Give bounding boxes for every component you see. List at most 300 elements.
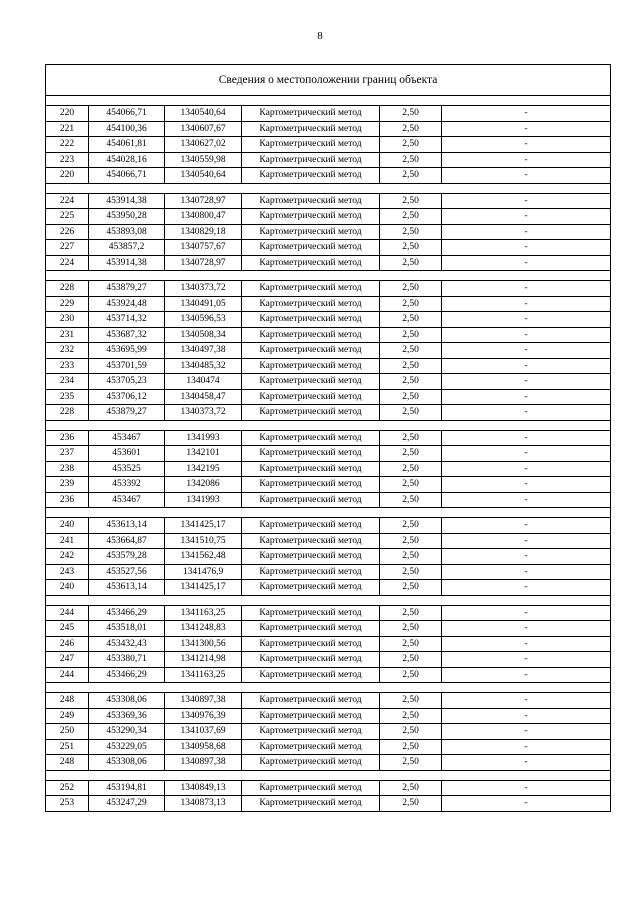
- x-coordinate-cell: 453308,06: [89, 755, 165, 771]
- group-separator-row: [46, 420, 611, 430]
- point-number-cell: 224: [46, 255, 89, 271]
- table-row: [46, 796, 611, 812]
- method-cell: Картометрический метод: [242, 724, 380, 740]
- x-coordinate-cell: 453579,28: [89, 549, 165, 565]
- table-row: [46, 518, 611, 534]
- y-coordinate-cell: 1342086: [165, 477, 242, 493]
- x-coordinate-cell: 453432,43: [89, 636, 165, 652]
- table-row: [46, 492, 611, 508]
- description-cell: -: [442, 533, 611, 549]
- table-row: [46, 168, 611, 184]
- point-number-cell: 227: [46, 240, 89, 256]
- point-number-cell: 250: [46, 724, 89, 740]
- point-number-cell: 244: [46, 667, 89, 683]
- y-coordinate-cell: 1341300,56: [165, 636, 242, 652]
- x-coordinate-cell: 453695,99: [89, 343, 165, 359]
- y-coordinate-cell: 1340728,97: [165, 255, 242, 271]
- point-number-cell: 248: [46, 693, 89, 709]
- description-cell: -: [442, 724, 611, 740]
- method-cell: Картометрический метод: [242, 739, 380, 755]
- accuracy-cell: 2,50: [380, 255, 442, 271]
- accuracy-cell: 2,50: [380, 240, 442, 256]
- y-coordinate-cell: 1341425,17: [165, 580, 242, 596]
- accuracy-cell: 2,50: [380, 106, 442, 122]
- y-coordinate-cell: 1340458,47: [165, 389, 242, 405]
- table-row: [46, 549, 611, 565]
- x-coordinate-cell: 453914,38: [89, 255, 165, 271]
- y-coordinate-cell: 1340497,38: [165, 343, 242, 359]
- table-row: [46, 121, 611, 137]
- accuracy-cell: 2,50: [380, 755, 442, 771]
- group-separator-row: [46, 96, 611, 106]
- description-cell: -: [442, 446, 611, 462]
- description-cell: -: [442, 708, 611, 724]
- table-row: [46, 605, 611, 621]
- description-cell: -: [442, 296, 611, 312]
- accuracy-cell: 2,50: [380, 312, 442, 328]
- point-number-cell: 247: [46, 652, 89, 668]
- method-cell: Картометрический метод: [242, 518, 380, 534]
- description-cell: -: [442, 168, 611, 184]
- accuracy-cell: 2,50: [380, 724, 442, 740]
- accuracy-cell: 2,50: [380, 327, 442, 343]
- x-coordinate-cell: 453664,87: [89, 533, 165, 549]
- x-coordinate-cell: 454066,71: [89, 168, 165, 184]
- y-coordinate-cell: 1341425,17: [165, 518, 242, 534]
- description-cell: -: [442, 240, 611, 256]
- method-cell: Картометрический метод: [242, 636, 380, 652]
- table-row: [46, 296, 611, 312]
- method-cell: Картометрический метод: [242, 209, 380, 225]
- accuracy-cell: 2,50: [380, 193, 442, 209]
- accuracy-cell: 2,50: [380, 780, 442, 796]
- point-number-cell: 236: [46, 492, 89, 508]
- accuracy-cell: 2,50: [380, 343, 442, 359]
- boundary-coordinates-table: [45, 64, 611, 812]
- y-coordinate-cell: 1340540,64: [165, 168, 242, 184]
- method-cell: Картометрический метод: [242, 652, 380, 668]
- point-number-cell: 232: [46, 343, 89, 359]
- page-number: 8: [317, 30, 323, 42]
- table-row: [46, 389, 611, 405]
- table-row: [46, 708, 611, 724]
- method-cell: Картометрический метод: [242, 621, 380, 637]
- point-number-cell: 242: [46, 549, 89, 565]
- table-row: [46, 193, 611, 209]
- group-separator-row: [46, 595, 611, 605]
- accuracy-cell: 2,50: [380, 152, 442, 168]
- y-coordinate-cell: 1340829,18: [165, 224, 242, 240]
- description-cell: -: [442, 755, 611, 771]
- description-cell: -: [442, 152, 611, 168]
- group-separator-row: [46, 683, 611, 693]
- table-row: [46, 343, 611, 359]
- x-coordinate-cell: 453613,14: [89, 580, 165, 596]
- y-coordinate-cell: 1340897,38: [165, 755, 242, 771]
- table-row: [46, 152, 611, 168]
- method-cell: Картометрический метод: [242, 193, 380, 209]
- description-cell: -: [442, 580, 611, 596]
- x-coordinate-cell: 453525: [89, 461, 165, 477]
- point-number-cell: 243: [46, 564, 89, 580]
- x-coordinate-cell: 453308,06: [89, 693, 165, 709]
- x-coordinate-cell: 454066,71: [89, 106, 165, 122]
- accuracy-cell: 2,50: [380, 652, 442, 668]
- x-coordinate-cell: 453467: [89, 430, 165, 446]
- y-coordinate-cell: 1341214,98: [165, 652, 242, 668]
- description-cell: -: [442, 739, 611, 755]
- description-cell: -: [442, 667, 611, 683]
- table-row: [46, 209, 611, 225]
- point-number-cell: 231: [46, 327, 89, 343]
- description-cell: -: [442, 255, 611, 271]
- table-row: [46, 255, 611, 271]
- y-coordinate-cell: 1341037,69: [165, 724, 242, 740]
- point-number-cell: 229: [46, 296, 89, 312]
- method-cell: Картометрический метод: [242, 374, 380, 390]
- accuracy-cell: 2,50: [380, 564, 442, 580]
- table-row: [46, 724, 611, 740]
- accuracy-cell: 2,50: [380, 549, 442, 565]
- group-separator-cell: [46, 183, 611, 193]
- boundary-table-frame: [45, 64, 610, 812]
- point-number-cell: 226: [46, 224, 89, 240]
- group-separator-cell: [46, 595, 611, 605]
- table-row: [46, 652, 611, 668]
- table-row: [46, 137, 611, 153]
- point-number-cell: 228: [46, 405, 89, 421]
- description-cell: -: [442, 549, 611, 565]
- y-coordinate-cell: 1340849,13: [165, 780, 242, 796]
- y-coordinate-cell: 1340540,64: [165, 106, 242, 122]
- point-number-cell: 245: [46, 621, 89, 637]
- y-coordinate-cell: 1340474: [165, 374, 242, 390]
- accuracy-cell: 2,50: [380, 636, 442, 652]
- method-cell: Картометрический метод: [242, 667, 380, 683]
- point-number-cell: 220: [46, 106, 89, 122]
- y-coordinate-cell: 1341163,25: [165, 667, 242, 683]
- description-cell: -: [442, 796, 611, 812]
- x-coordinate-cell: 453705,23: [89, 374, 165, 390]
- table-row: [46, 533, 611, 549]
- point-number-cell: 235: [46, 389, 89, 405]
- table-row: [46, 739, 611, 755]
- method-cell: Картометрический метод: [242, 780, 380, 796]
- accuracy-cell: 2,50: [380, 580, 442, 596]
- method-cell: Картометрический метод: [242, 605, 380, 621]
- description-cell: -: [442, 374, 611, 390]
- group-separator-cell: [46, 271, 611, 281]
- accuracy-cell: 2,50: [380, 461, 442, 477]
- description-cell: -: [442, 621, 611, 637]
- point-number-cell: 230: [46, 312, 89, 328]
- method-cell: Картометрический метод: [242, 296, 380, 312]
- y-coordinate-cell: 1341163,25: [165, 605, 242, 621]
- table-row: [46, 564, 611, 580]
- group-separator-cell: [46, 683, 611, 693]
- description-cell: -: [442, 430, 611, 446]
- x-coordinate-cell: 453290,34: [89, 724, 165, 740]
- x-coordinate-cell: 454028,16: [89, 152, 165, 168]
- y-coordinate-cell: 1341993: [165, 492, 242, 508]
- method-cell: Картометрический метод: [242, 224, 380, 240]
- x-coordinate-cell: 453706,12: [89, 389, 165, 405]
- group-separator-row: [46, 271, 611, 281]
- x-coordinate-cell: 454061,81: [89, 137, 165, 153]
- y-coordinate-cell: 1341993: [165, 430, 242, 446]
- y-coordinate-cell: 1340800,47: [165, 209, 242, 225]
- x-coordinate-cell: 453914,38: [89, 193, 165, 209]
- table-row: [46, 374, 611, 390]
- accuracy-cell: 2,50: [380, 121, 442, 137]
- description-cell: -: [442, 652, 611, 668]
- table-row: [46, 224, 611, 240]
- table-row: [46, 405, 611, 421]
- method-cell: Картометрический метод: [242, 796, 380, 812]
- table-row: [46, 621, 611, 637]
- y-coordinate-cell: 1340491,05: [165, 296, 242, 312]
- accuracy-cell: 2,50: [380, 477, 442, 493]
- description-cell: -: [442, 518, 611, 534]
- group-separator-cell: [46, 770, 611, 780]
- point-number-cell: 225: [46, 209, 89, 225]
- group-separator-row: [46, 183, 611, 193]
- accuracy-cell: 2,50: [380, 209, 442, 225]
- x-coordinate-cell: 453229,05: [89, 739, 165, 755]
- group-separator-cell: [46, 420, 611, 430]
- x-coordinate-cell: 453714,32: [89, 312, 165, 328]
- description-cell: -: [442, 137, 611, 153]
- x-coordinate-cell: 453466,29: [89, 605, 165, 621]
- accuracy-cell: 2,50: [380, 446, 442, 462]
- point-number-cell: 224: [46, 193, 89, 209]
- description-cell: -: [442, 121, 611, 137]
- accuracy-cell: 2,50: [380, 492, 442, 508]
- x-coordinate-cell: 453613,14: [89, 518, 165, 534]
- x-coordinate-cell: 454100,36: [89, 121, 165, 137]
- table-row: [46, 281, 611, 297]
- point-number-cell: 253: [46, 796, 89, 812]
- accuracy-cell: 2,50: [380, 518, 442, 534]
- method-cell: Картометрический метод: [242, 327, 380, 343]
- description-cell: -: [442, 224, 611, 240]
- group-separator-row: [46, 508, 611, 518]
- method-cell: Картометрический метод: [242, 312, 380, 328]
- x-coordinate-cell: 453950,28: [89, 209, 165, 225]
- method-cell: Картометрический метод: [242, 358, 380, 374]
- table-row: [46, 430, 611, 446]
- point-number-cell: 222: [46, 137, 89, 153]
- accuracy-cell: 2,50: [380, 224, 442, 240]
- description-cell: -: [442, 193, 611, 209]
- point-number-cell: 251: [46, 739, 89, 755]
- y-coordinate-cell: 1341476,9: [165, 564, 242, 580]
- method-cell: Картометрический метод: [242, 477, 380, 493]
- table-row: [46, 667, 611, 683]
- method-cell: Картометрический метод: [242, 152, 380, 168]
- method-cell: Картометрический метод: [242, 430, 380, 446]
- x-coordinate-cell: 453701,59: [89, 358, 165, 374]
- method-cell: Картометрический метод: [242, 549, 380, 565]
- table-row: [46, 477, 611, 493]
- point-number-cell: 221: [46, 121, 89, 137]
- table-row: [46, 461, 611, 477]
- description-cell: -: [442, 477, 611, 493]
- description-cell: -: [442, 281, 611, 297]
- point-number-cell: 228: [46, 281, 89, 297]
- description-cell: -: [442, 209, 611, 225]
- description-cell: -: [442, 780, 611, 796]
- x-coordinate-cell: 453924,48: [89, 296, 165, 312]
- y-coordinate-cell: 1341562,48: [165, 549, 242, 565]
- point-number-cell: 248: [46, 755, 89, 771]
- x-coordinate-cell: 453857,2: [89, 240, 165, 256]
- group-separator-cell: [46, 508, 611, 518]
- accuracy-cell: 2,50: [380, 621, 442, 637]
- x-coordinate-cell: 453247,29: [89, 796, 165, 812]
- point-number-cell: 244: [46, 605, 89, 621]
- y-coordinate-cell: 1340508,34: [165, 327, 242, 343]
- table-row: [46, 312, 611, 328]
- x-coordinate-cell: 453380,71: [89, 652, 165, 668]
- x-coordinate-cell: 453369,36: [89, 708, 165, 724]
- method-cell: Картометрический метод: [242, 461, 380, 477]
- description-cell: -: [442, 312, 611, 328]
- point-number-cell: 238: [46, 461, 89, 477]
- x-coordinate-cell: 453893,08: [89, 224, 165, 240]
- x-coordinate-cell: 453194,81: [89, 780, 165, 796]
- method-cell: Картометрический метод: [242, 389, 380, 405]
- y-coordinate-cell: 1340728,97: [165, 193, 242, 209]
- description-cell: -: [442, 461, 611, 477]
- description-cell: -: [442, 492, 611, 508]
- point-number-cell: 236: [46, 430, 89, 446]
- point-number-cell: 240: [46, 518, 89, 534]
- table-row: [46, 106, 611, 122]
- y-coordinate-cell: 1340897,38: [165, 693, 242, 709]
- table-row: [46, 780, 611, 796]
- method-cell: Картометрический метод: [242, 281, 380, 297]
- description-cell: -: [442, 564, 611, 580]
- accuracy-cell: 2,50: [380, 137, 442, 153]
- method-cell: Картометрический метод: [242, 693, 380, 709]
- table-row: [46, 446, 611, 462]
- description-cell: -: [442, 605, 611, 621]
- method-cell: Картометрический метод: [242, 492, 380, 508]
- table-title-row: [46, 65, 611, 96]
- method-cell: Картометрический метод: [242, 755, 380, 771]
- description-cell: -: [442, 106, 611, 122]
- table-row: [46, 240, 611, 256]
- method-cell: Картометрический метод: [242, 137, 380, 153]
- point-number-cell: 246: [46, 636, 89, 652]
- method-cell: Картометрический метод: [242, 564, 380, 580]
- description-cell: -: [442, 358, 611, 374]
- accuracy-cell: 2,50: [380, 168, 442, 184]
- x-coordinate-cell: 453527,56: [89, 564, 165, 580]
- method-cell: Картометрический метод: [242, 446, 380, 462]
- accuracy-cell: 2,50: [380, 708, 442, 724]
- x-coordinate-cell: 453518,01: [89, 621, 165, 637]
- x-coordinate-cell: 453879,27: [89, 281, 165, 297]
- description-cell: -: [442, 636, 611, 652]
- y-coordinate-cell: 1341248,83: [165, 621, 242, 637]
- description-cell: -: [442, 327, 611, 343]
- y-coordinate-cell: 1342195: [165, 461, 242, 477]
- method-cell: Картометрический метод: [242, 240, 380, 256]
- method-cell: Картометрический метод: [242, 580, 380, 596]
- y-coordinate-cell: 1342101: [165, 446, 242, 462]
- point-number-cell: 240: [46, 580, 89, 596]
- point-number-cell: 241: [46, 533, 89, 549]
- accuracy-cell: 2,50: [380, 605, 442, 621]
- point-number-cell: 220: [46, 168, 89, 184]
- x-coordinate-cell: 453392: [89, 477, 165, 493]
- point-number-cell: 223: [46, 152, 89, 168]
- y-coordinate-cell: 1340607,67: [165, 121, 242, 137]
- x-coordinate-cell: 453467: [89, 492, 165, 508]
- y-coordinate-cell: 1340373,72: [165, 281, 242, 297]
- y-coordinate-cell: 1340559,98: [165, 152, 242, 168]
- accuracy-cell: 2,50: [380, 389, 442, 405]
- point-number-cell: 252: [46, 780, 89, 796]
- table-row: [46, 327, 611, 343]
- y-coordinate-cell: 1340757,67: [165, 240, 242, 256]
- accuracy-cell: 2,50: [380, 358, 442, 374]
- method-cell: Картометрический метод: [242, 708, 380, 724]
- method-cell: Картометрический метод: [242, 106, 380, 122]
- table-row: [46, 693, 611, 709]
- group-separator-cell: [46, 96, 611, 106]
- y-coordinate-cell: 1340485,32: [165, 358, 242, 374]
- table-body: [46, 65, 611, 812]
- table-row: [46, 580, 611, 596]
- point-number-cell: 239: [46, 477, 89, 493]
- y-coordinate-cell: 1340976,39: [165, 708, 242, 724]
- point-number-cell: 234: [46, 374, 89, 390]
- group-separator-row: [46, 770, 611, 780]
- y-coordinate-cell: 1340873,13: [165, 796, 242, 812]
- x-coordinate-cell: 453879,27: [89, 405, 165, 421]
- accuracy-cell: 2,50: [380, 374, 442, 390]
- accuracy-cell: 2,50: [380, 430, 442, 446]
- accuracy-cell: 2,50: [380, 796, 442, 812]
- method-cell: Картометрический метод: [242, 405, 380, 421]
- accuracy-cell: 2,50: [380, 739, 442, 755]
- x-coordinate-cell: 453687,32: [89, 327, 165, 343]
- table-row: [46, 636, 611, 652]
- accuracy-cell: 2,50: [380, 296, 442, 312]
- y-coordinate-cell: 1340627,02: [165, 137, 242, 153]
- method-cell: Картометрический метод: [242, 255, 380, 271]
- accuracy-cell: 2,50: [380, 667, 442, 683]
- x-coordinate-cell: 453601: [89, 446, 165, 462]
- accuracy-cell: 2,50: [380, 281, 442, 297]
- y-coordinate-cell: 1341510,75: [165, 533, 242, 549]
- table-row: [46, 358, 611, 374]
- point-number-cell: 237: [46, 446, 89, 462]
- x-coordinate-cell: 453466,29: [89, 667, 165, 683]
- method-cell: Картометрический метод: [242, 343, 380, 359]
- accuracy-cell: 2,50: [380, 693, 442, 709]
- description-cell: -: [442, 389, 611, 405]
- accuracy-cell: 2,50: [380, 405, 442, 421]
- table-row: [46, 755, 611, 771]
- method-cell: Картометрический метод: [242, 533, 380, 549]
- accuracy-cell: 2,50: [380, 533, 442, 549]
- y-coordinate-cell: 1340958,68: [165, 739, 242, 755]
- description-cell: -: [442, 405, 611, 421]
